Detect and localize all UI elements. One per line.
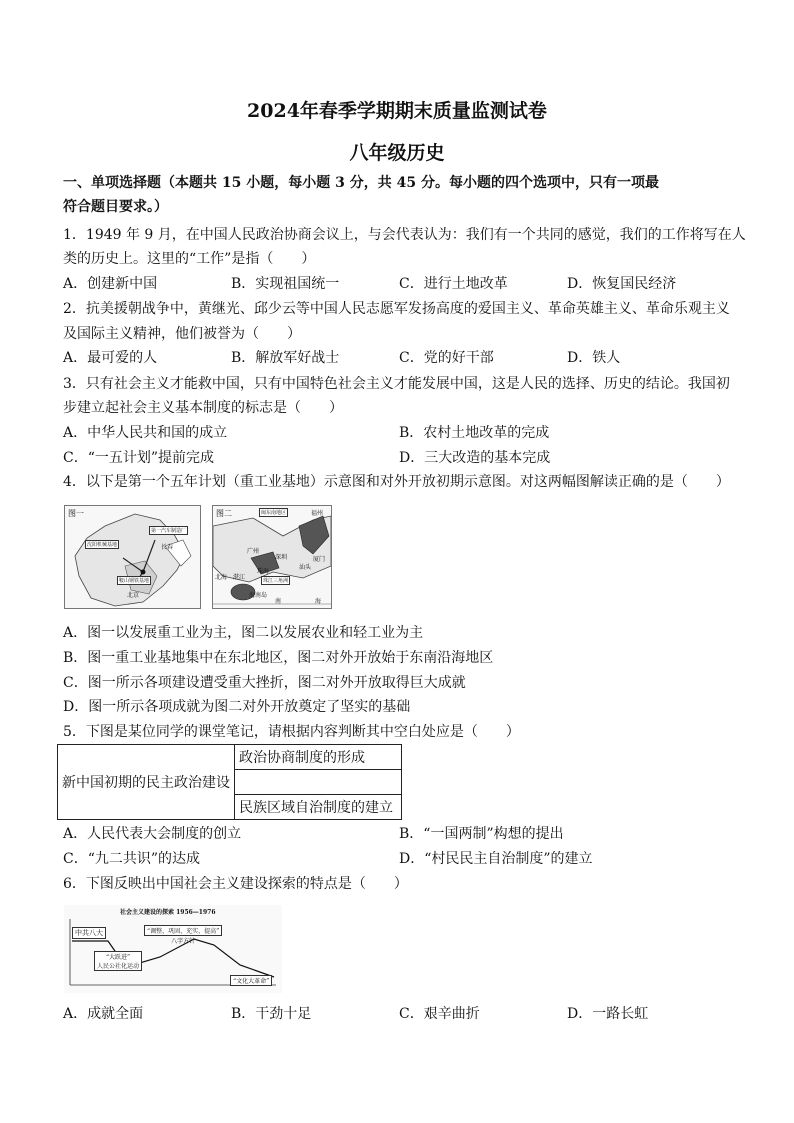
q4-figure-2-map	[212, 505, 332, 609]
fig1-label: 图一	[68, 509, 84, 518]
fig2-place-fuzhou: 福州	[311, 510, 324, 517]
q6-chart-title: 社会主义建设的探索 1956—1976	[120, 909, 216, 916]
fig1-place-faw: 第一汽车制造厂	[151, 528, 187, 534]
fig2-place-beihai: 北海	[215, 574, 228, 581]
fig2-place-prd: 珠江三角洲	[263, 578, 289, 584]
fig2-place-hai: 海	[315, 598, 322, 605]
fig1-place-shenyang: 沈阳机械基地	[87, 542, 118, 548]
section-heading-line2: 符合题目要求。）	[63, 199, 168, 215]
q2-option-c: C．党的好干部	[399, 350, 494, 366]
q6-box-eight-character	[144, 925, 222, 945]
fig1-place-anshan: 鞍山钢铁基地	[119, 578, 150, 584]
q5-option-d: D．“村民民主自治制度”的建立	[399, 851, 593, 867]
q1-stem-line1: 1．1949 年 9 月，在中国人民政治协商会议上，与会代表认为：我们有一个共同的感觉，我们的工作将写在人	[63, 227, 746, 243]
fig2-place-zhanjiang: 湛江	[233, 574, 246, 581]
section-heading-line1: 一、单项选择题（本题共 15 小题，每小题 3 分，共 45 分。每小题的四个选项中，只有一项最	[63, 175, 659, 191]
fig2-place-nan: 南	[275, 598, 282, 605]
q5-stem-line1: 5．下图是某位同学的课堂笔记，请根据内容判断其中空白处应是（ ）	[63, 724, 520, 740]
q3-stem-line2: 步建立起社会主义基本制度的标志是（ ）	[63, 400, 343, 416]
q6-box-eight-character-line1: “调整、巩固、充实、提高”	[144, 925, 222, 936]
fig2-place-hainan: 海南岛	[249, 592, 268, 599]
q3-stem-line1: 3．只有社会主义才能救中国，只有中国特色社会主义才能发展中国，这是人民的选择、历史的结论。我国初	[63, 376, 730, 392]
q4-option-c: C．图一所示各项建设遭受重大挫折，图二对外开放取得巨大成就	[63, 675, 466, 691]
q5-table-row3: 民族区域自治制度的建立	[235, 795, 402, 820]
q2-stem-line2: 及国际主义精神，他们被誉为（ ）	[63, 326, 301, 342]
fig1-place-beijing: 北京	[127, 592, 140, 599]
fig2-place-zhuhai: 珠海	[257, 568, 270, 575]
q3-option-c: C．“一五计划”提前完成	[63, 450, 215, 466]
exam-title: 2024年春季学期期末质量监测试卷	[247, 100, 547, 122]
q6-option-b: B．干劲十足	[231, 1006, 312, 1022]
q6-box-great-leap-line1: “大跃进”	[105, 954, 131, 961]
q2-option-d: D．铁人	[567, 350, 621, 366]
q3-option-d: D．三大改造的基本完成	[399, 450, 551, 466]
q3-option-b: B．农村土地改革的完成	[399, 425, 550, 441]
q1-option-c: C．进行土地改革	[399, 276, 508, 292]
q2-option-a: A．最可爱的人	[63, 350, 158, 366]
q5-option-b: B．“一国两制”构想的提出	[399, 826, 564, 842]
fig2-place-xiamen: 厦门	[313, 556, 326, 563]
q4-figure-1-map	[64, 505, 201, 609]
q6-trend-chart	[64, 905, 282, 993]
q5-table-left: 新中国初期的民主政治建设	[58, 745, 235, 820]
fig2-label: 图二	[216, 509, 232, 518]
q6-box-great-leap	[94, 951, 142, 971]
q5-option-c: C．“九二共识”的达成	[63, 851, 201, 867]
q4-stem-line1: 4．以下是第一个五年计划（重工业基地）示意图和对外开放初期示意图。对这两幅图解读正确的是（ ）	[63, 474, 730, 490]
q6-option-d: D．一路长虹	[567, 1006, 649, 1022]
q5-table-row2-blank	[235, 770, 402, 795]
q4-option-a: A．图一以发展重工业为主，图二以发展农业和轻工业为主	[63, 625, 424, 641]
q5-notes-table	[57, 744, 402, 820]
q1-option-a: A．创建新中国	[63, 276, 158, 292]
q6-box-cultural-revolution: “文化大革命”	[230, 975, 272, 986]
q1-option-b: B．实现祖国统一	[231, 276, 340, 292]
fig2-place-mindongnan: 闽东南地区	[261, 510, 287, 516]
fig2-place-guangzhou: 广州	[247, 548, 260, 555]
q2-stem-line1: 2．抗美援朝战争中，黄继光、邱少云等中国人民志愿军发扬高度的爱国主义、革命英雄主义、革命乐观主义	[63, 301, 730, 317]
q6-option-c: C．艰辛曲折	[399, 1006, 480, 1022]
q1-option-d: D．恢复国民经济	[567, 276, 677, 292]
fig1-place-changchun: 长春	[161, 544, 174, 551]
q6-option-a: A．成就全面	[63, 1006, 144, 1022]
q4-option-b: B．图一重工业基地集中在东北地区，图二对外开放始于东南沿海地区	[63, 650, 494, 666]
q6-box-great-leap-line2: 人民公社化运动	[97, 963, 140, 970]
q5-table-row1: 政治协商制度的形成	[235, 745, 402, 770]
q1-stem-line2: 类的历史上。这里的“工作”是指（ ）	[63, 251, 316, 267]
q4-option-d: D．图一所示各项成就为图二对外开放奠定了坚实的基础	[63, 699, 411, 715]
q5-option-a: A．人民代表大会制度的创立	[63, 826, 242, 842]
q6-box-eight-character-line2: 八字方针	[171, 938, 196, 945]
q2-option-b: B．解放军好战士	[231, 350, 340, 366]
q6-stem-line1: 6．下图反映出中国社会主义建设探索的特点是（ ）	[63, 876, 408, 892]
exam-subtitle: 八年级历史	[349, 142, 445, 164]
fig2-place-shantou: 汕头	[299, 564, 312, 571]
q3-option-a: A．中华人民共和国的成立	[63, 425, 228, 441]
q6-box-8th-congress: 中共八大	[72, 927, 106, 939]
fig2-place-shenzhen: 深圳	[275, 554, 288, 561]
